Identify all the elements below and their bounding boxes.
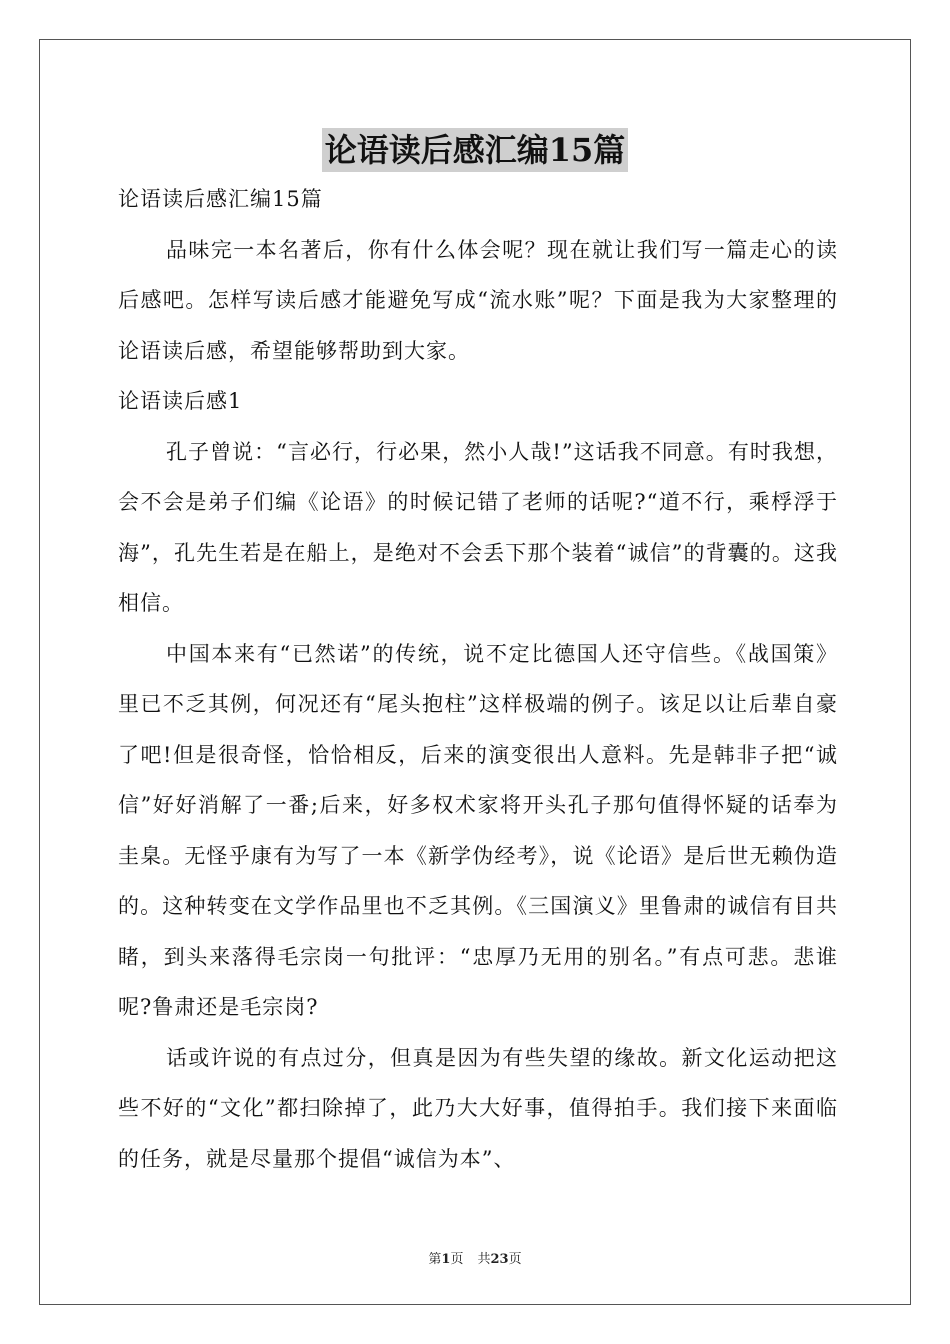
document-title: [0, 128, 950, 172]
body-paragraph-3: 话或许说的有点过分，但真是因为有些失望的缘故。新文化运动把这些不好的“文化”都扫除掉了，此乃大大好事，值得拍手。我们接下来面临的任务，就是尽量那个提倡“诚信为本”、: [118, 1045, 838, 1171]
body-paragraph-2: 中国本来有“已然诺”的传统，说不定比德国人还守信些。《战国策》里已不乏其例，何况还有“尾头抱柱”这样极端的例子。该足以让后辈自豪了吧!但是很奇怪，恰恰相反，后来的演变很出人意料。先是韩非子把“诚信”好好消解了一番;后来，好多权术家将开头孔子那句值得怀疑的话奉为圭臬。无怪乎康有为写了一本《新学伪经考》，说《论语》是后世无赖伪造的。这种转变在文学作品里也不乏其例。《三国演义》里鲁肃的诚信有目共睹，到头来落得毛宗岗一句批评：“忠厚乃无用的别名。”有点可悲。悲谁呢?鲁肃还是毛宗岗?: [118, 641, 838, 1019]
document-body: [118, 174, 838, 1184]
page-suffix: 页: [450, 1252, 464, 1267]
total-suffix: 页: [508, 1252, 522, 1267]
document-subtitle: 论语读后感汇编15篇: [118, 187, 323, 211]
total-prefix: 共: [477, 1252, 491, 1267]
body-paragraph-1: 孔子曾说：“言必行，行必果，然小人哉!”这话我不同意。有时我想，会不会是弟子们编《论语》的时候记错了老师的话呢?“道不行，乘桴浮于海”，孔先生若是在船上，是绝对不会丢下那个装着“诚信”的背囊的。这我相信。: [118, 439, 838, 615]
page-number: 1: [441, 1252, 451, 1267]
document-title-text: 论语读后感汇编15篇: [322, 128, 629, 172]
page-footer: [0, 1248, 950, 1267]
section-heading: 论语读后感1: [118, 389, 243, 413]
total-pages: 23: [490, 1252, 509, 1267]
page-prefix: 第: [428, 1252, 442, 1267]
intro-paragraph: 品味完一本名著后，你有什么体会呢？现在就让我们写一篇走心的读后感吧。怎样写读后感才能避免写成“流水账”呢？下面是我为大家整理的论语读后感，希望能够帮助到大家。: [118, 237, 838, 363]
